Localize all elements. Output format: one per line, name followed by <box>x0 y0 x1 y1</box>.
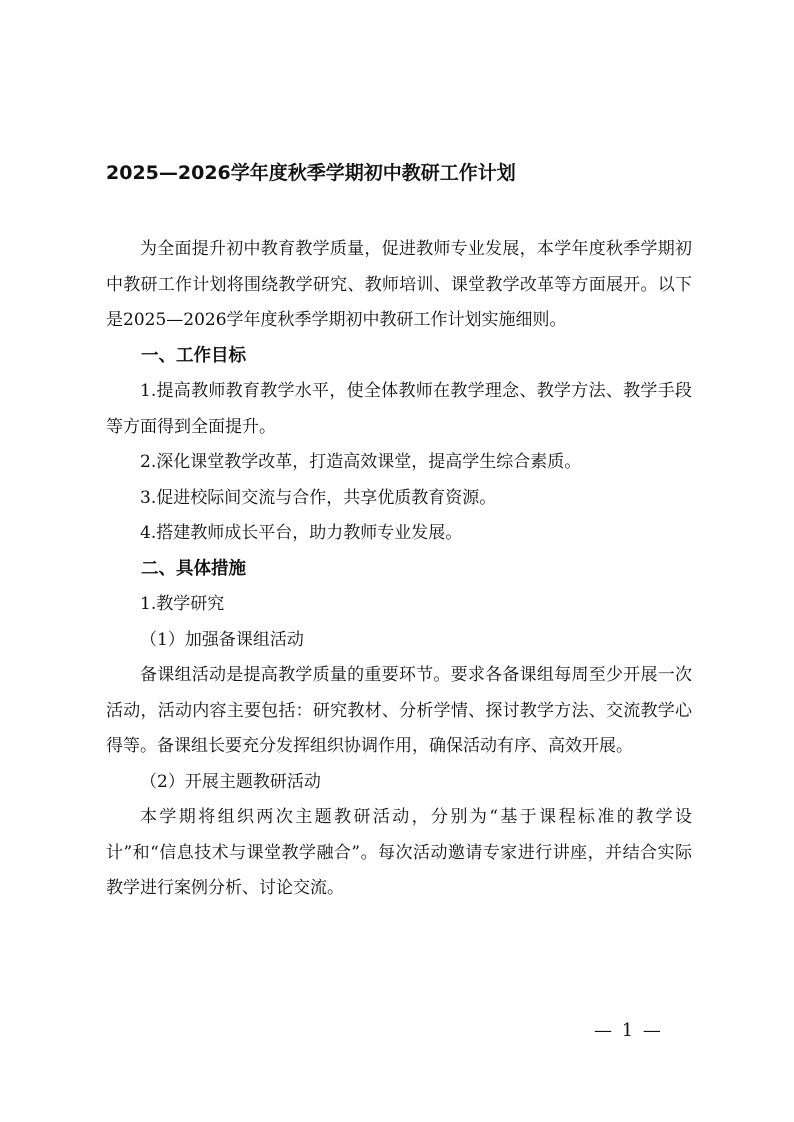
measure-1-paragraph: 备课组活动是提高教学质量的重要环节。要求各备课组每周至少开展一次活动，活动内容主要包括：研究教材、分析学情、探讨教学方法、交流教学心得等。备课组长要充分发挥组织协调作用，确保活动有序、高效开展。 <box>106 665 692 756</box>
section-heading-measures: 二、具体措施 <box>141 558 246 579</box>
goal-item-2: 2.深化课堂教学改革，打造高效课堂，提高学生综合素质。 <box>140 452 582 472</box>
measure-1-title: （1）加强备课组活动 <box>140 629 304 650</box>
goal-item-3: 3.促进校际间交流与合作，共享优质教育资源。 <box>140 487 497 508</box>
measure-2-title: （2）开展主题教研活动 <box>140 771 321 792</box>
section-heading-goals: 一、工作目标 <box>141 345 246 366</box>
intro-paragraph: 为全面提升初中教育教学质量，促进教师专业发展，本学年度秋季学期初中教研工作计划将围绕教学研究、教师培训、课堂教学改革等方面展开。以下是2025—2026学年度秋季学期初中教研工作计划实施细则。 <box>106 239 692 330</box>
document-body <box>106 232 692 907</box>
goal-item-1: 1.提高教师教育教学水平，使全体教师在教学理念、教学方法、教学手段等方面得到全面提升。 <box>106 381 692 437</box>
subsection-teaching-research: 1.教学研究 <box>140 594 225 614</box>
measure-2-paragraph: 本学期将组织两次主题教研活动，分别为“基于课程标准的教学设计”和“信息技术与课堂教学融合”。每次活动邀请专家进行讲座，并结合实际教学进行案例分析、讨论交流。 <box>106 807 692 898</box>
page-number: — 1 — <box>594 1020 663 1041</box>
document-title: 2025—2026学年度秋季学期初中教研工作计划 <box>106 162 516 184</box>
goal-item-4: 4.搭建教师成长平台，助力教师专业发展。 <box>140 523 463 543</box>
